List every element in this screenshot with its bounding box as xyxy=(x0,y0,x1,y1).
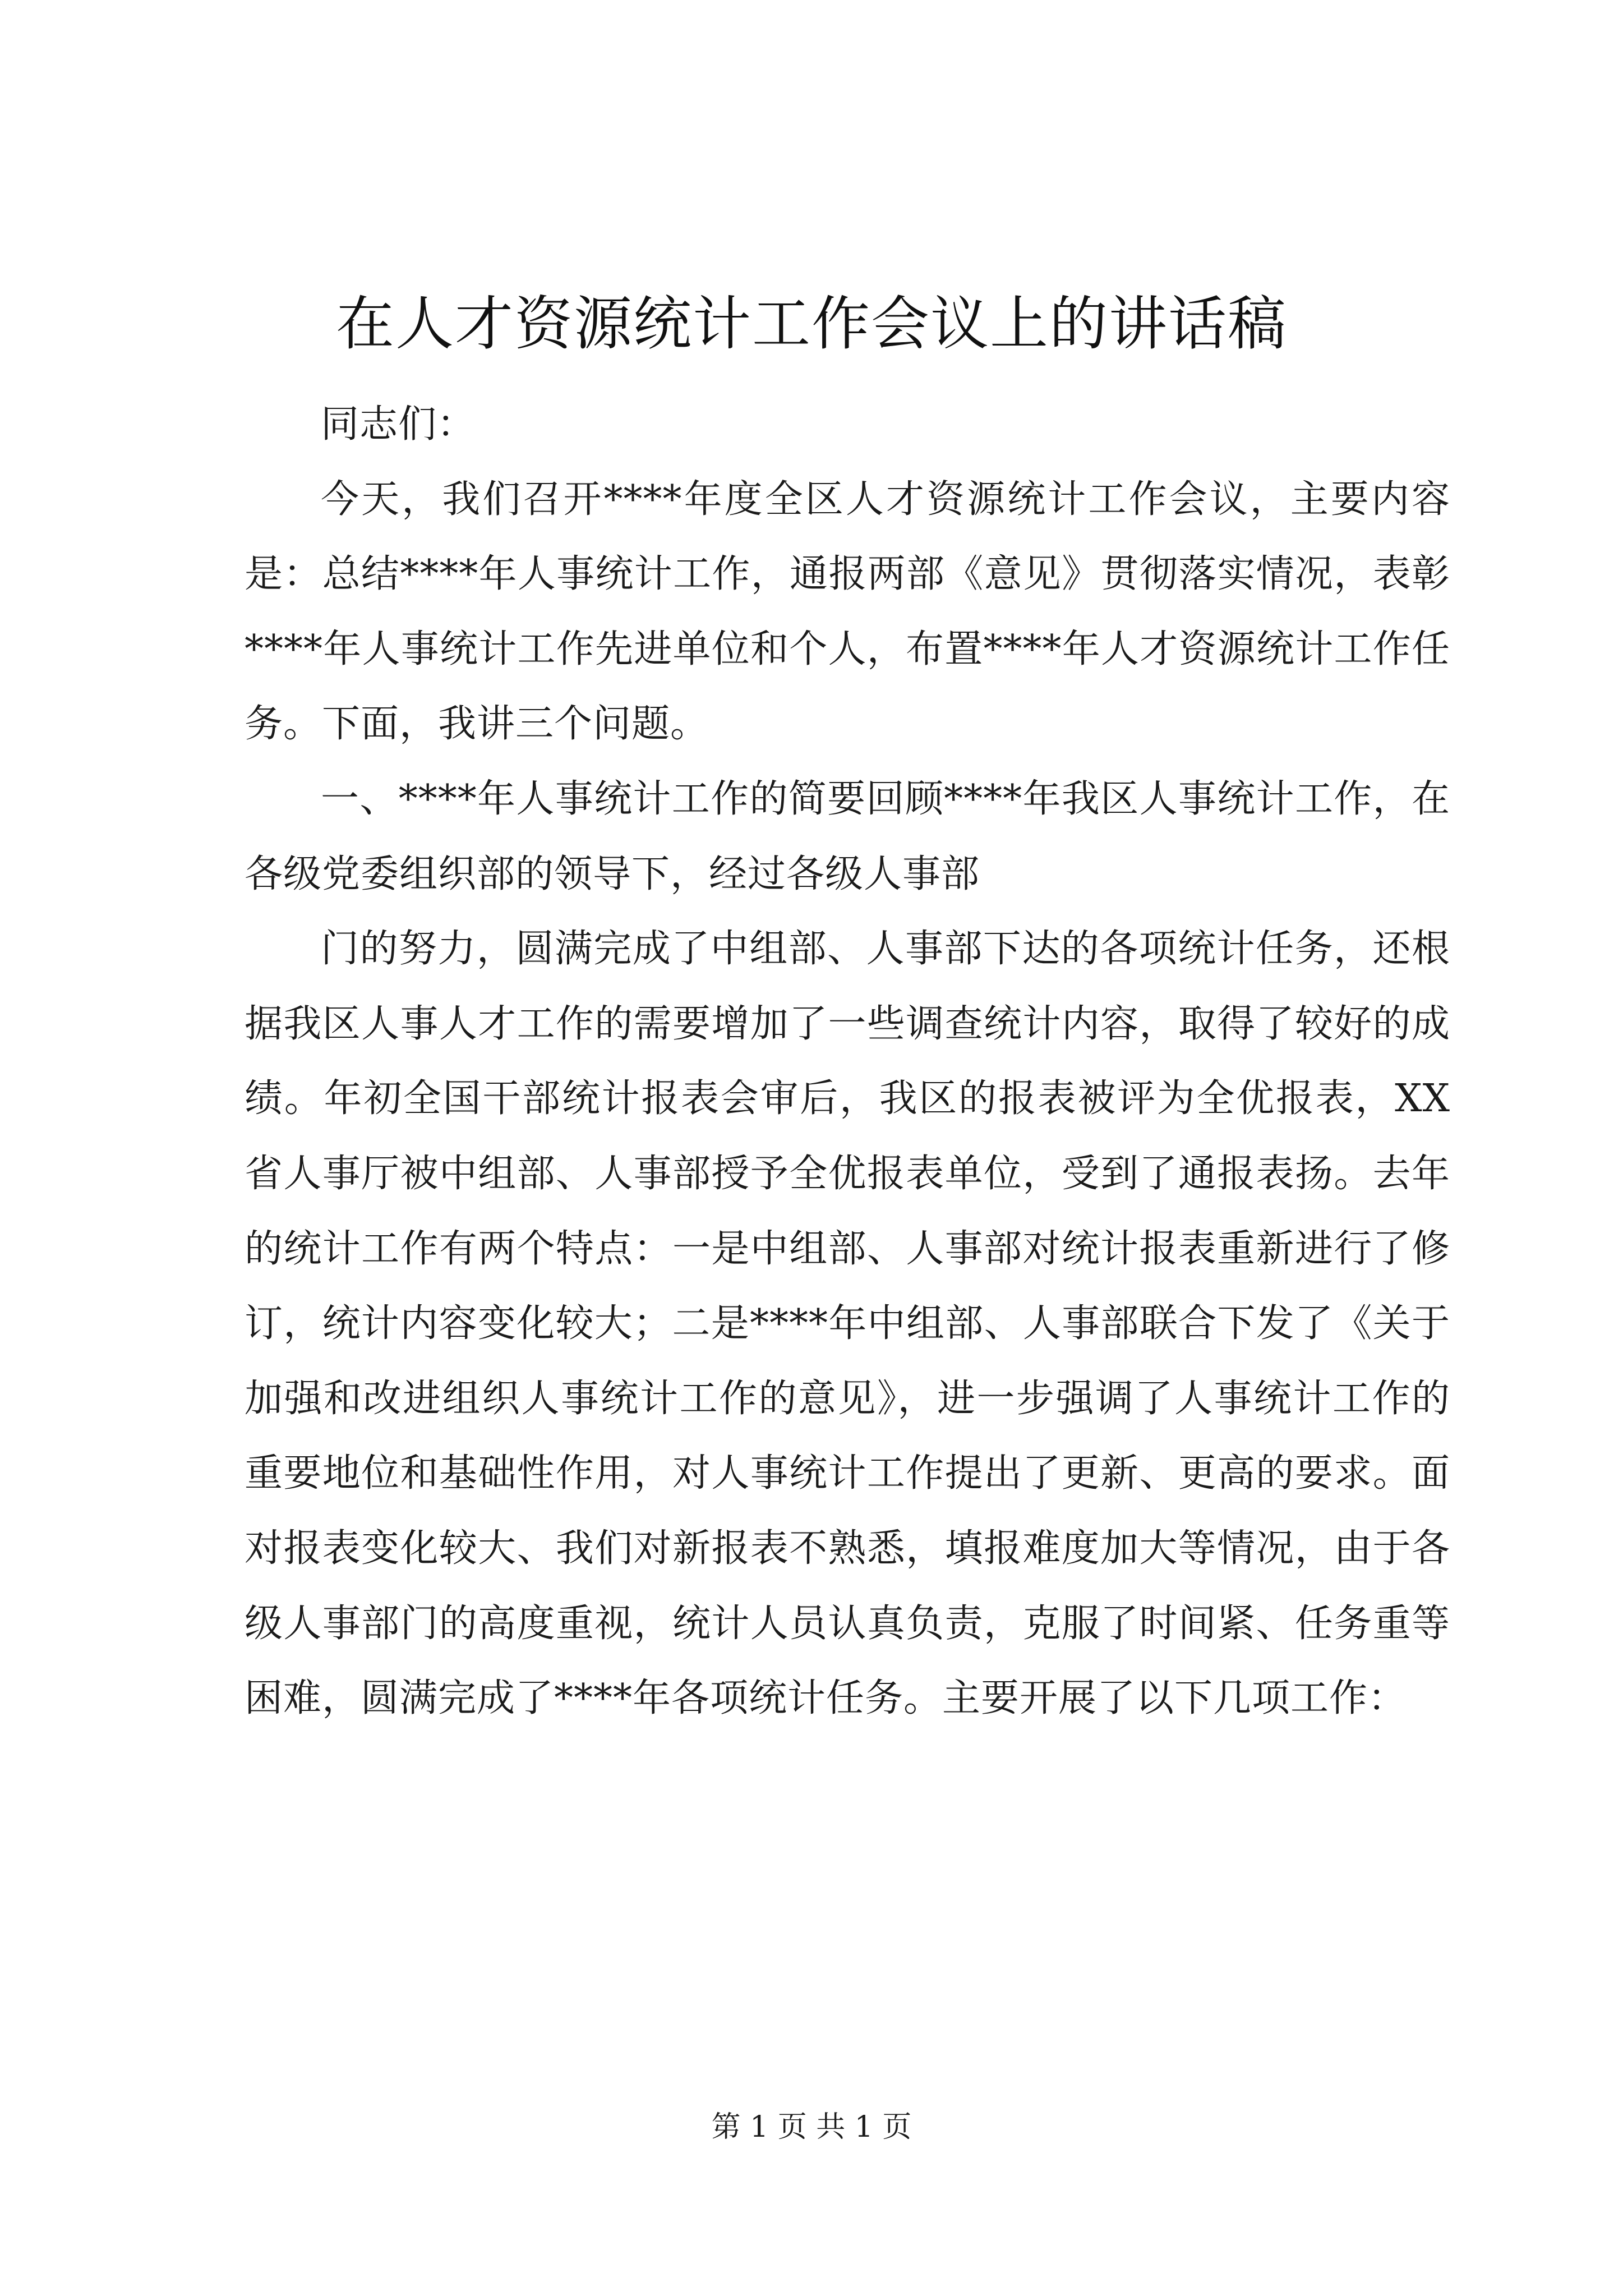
paragraph-intro: 今天，我们召开****年度全区人才资源统计工作会议，主要内容是：总结****年人事统计工作，通报两部《意见》贯彻落实情况，表彰****年人事统计工作先进单位和个人，布置****年人才资源统计工作任务。下面，我讲三个问题。 xyxy=(245,477,1450,747)
page-footer: 第 1 页 共 1 页 xyxy=(711,2110,912,2144)
paragraph-section-one-heading: 一、****年人事统计工作的简要回顾****年我区人事统计工作，在各级党委组织部的领导下，经过各级人事部 xyxy=(245,776,1450,896)
document-body xyxy=(245,387,1450,1736)
paragraph-section-one-body: 门的努力，圆满完成了中组部、人事部下达的各项统计任务，还根据我区人事人才工作的需要增加了一些调查统计内容，取得了较好的成绩。年初全国干部统计报表会审后，我区的报表被评为全优报表，XX省人事厅被中组部、人事部授予全优报表单位，受到了通报表扬。去年的统计工作有两个特点：一是中组部、人事部对统计报表重新进行了修订，统计内容变化较大；二是****年中组部、人事部联合下发了《关于加强和改进组织人事统计工作的意见》，进一步强调了人事统计工作的重要地位和基础性作用，对人事统计工作提出了更新、更高的要求。面对报表变化较大、我们对新报表不熟悉，填报难度加大等情况，由于各级人事部门的高度重视，统计人员认真负责，克服了时间紧、任务重等困难，圆满完成了****年各项统计任务。主要开展了以下几项工作： xyxy=(245,927,1450,1721)
salutation: 同志们： xyxy=(321,402,476,447)
document-title: 在人才资源统计工作会议上的讲话稿 xyxy=(335,289,1287,358)
